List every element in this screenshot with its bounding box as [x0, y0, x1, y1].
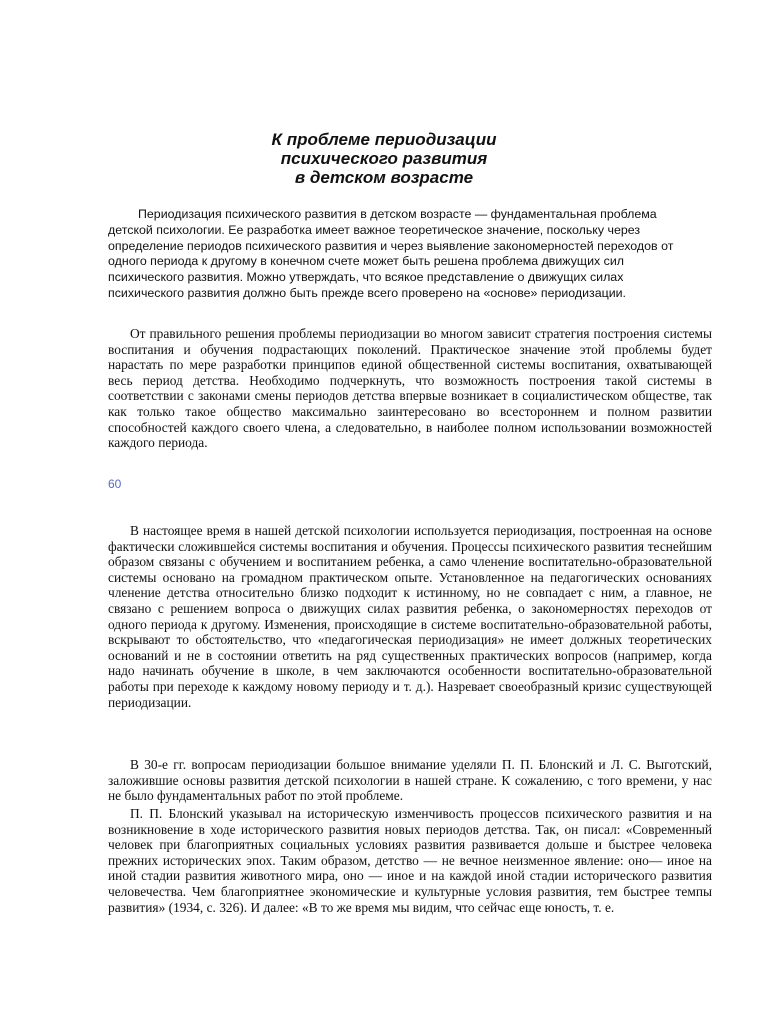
paragraph-current-periodization: В настоящее время в нашей детской психологии используется периодизация, построенная на основе фактически сложившейся системы воспитания и обучения. Процессы психического развития теснейшим образом связаны с обучением и воспитанием ребенка, а само членение воспитательно-образовательной системы основано на громадном практическом опыте. Установленное на педагогических основаниях членение детства относительно близко подходит к истинному, но не совпадает с ним, а главное, не связано с решением вопроса о движущих силах развития ребенка, о закономерностях переходов от одного периода к другому. Изменения, происходящие в системе воспитательно-образовательной работы, вскрывают то обстоятельство, что «педагогическая периодизация» не имеет должных теоретических оснований и не в состоянии ответить на ряд существенных практических вопросов (например, когда надо начинать обучение в школе, в чем заключаются особенности воспитательно-образовательной работы при переходе к каждому новому периоду и т. д.). Назревает своеобразный кризис существующей периодизации. — [108, 523, 712, 710]
paragraph-strategy: От правильного решения проблемы периодизации во многом зависит стратегия построения системы воспитания и обучения подрастающих поколений. Практическое значение этой проблемы будет нарастать по мере разработки принципов единой общественной системы воспитания, охватывающей весь период детства. Необходимо подчеркнуть, что возможность построения такой системы в соответствии с законами смены периодов детства впервые возникает в социалистическом обществе, так как только такое общество максимально заинтересовано во всестороннем и полном развитии способностей каждого своего члена, а следовательно, в наиболее полном использовании возможностей каждого периода. — [108, 326, 712, 451]
page-number: 60 — [108, 477, 122, 491]
title-line-1: К проблеме периодизации — [271, 130, 497, 149]
title-line-3: в детском возрасте — [294, 168, 474, 187]
paragraph-blonsky: П. П. Блонский указывал на историческую изменчивость процессов психического развития и на возникновение в ходе исторического развития новых периодов детства. Так, он писал: «Современный человек при благоприятных социальных условиях развития развивается дольше и быстрее человека прежних исторических эпох. Таким образом, детство — не вечное неизменное явление: оно— иное на иной стадии развития животного мира, оно — иное и на каждой иной стадии исторического развития человечества. Чем благоприятнее экономические и культурные условия развития, тем быстрее темпы развития» (1934, с. 326). И далее: «В то же время мы видим, что сейчас еще юность, т. е. — [108, 806, 712, 915]
article-title — [0, 130, 768, 187]
paragraph-30s: В 30-е гг. вопросам периодизации большое внимание уделяли П. П. Блонский и Л. С. Выготский, заложившие основы развития детской психологии в нашей стране. К сожалению, с того времени, у нас не было фундаментальных работ по этой проблеме. — [108, 757, 712, 804]
paragraph-intro: Периодизация психического развития в детском возрасте — фундаментальная проблема детской психологии. Ее разработка имеет важное теоретическое значение, поскольку через определение периодов психического развития и через выявление закономерностей переходов от одного периода к другому в конечном счете может быть решена проблема движущих сил психического развития. Можно утверждать, что всякое представление о движущих силах психического развития должно быть прежде всего проверено на «основе» периодизации. — [108, 207, 674, 300]
title-line-2: психического развития — [280, 149, 488, 168]
